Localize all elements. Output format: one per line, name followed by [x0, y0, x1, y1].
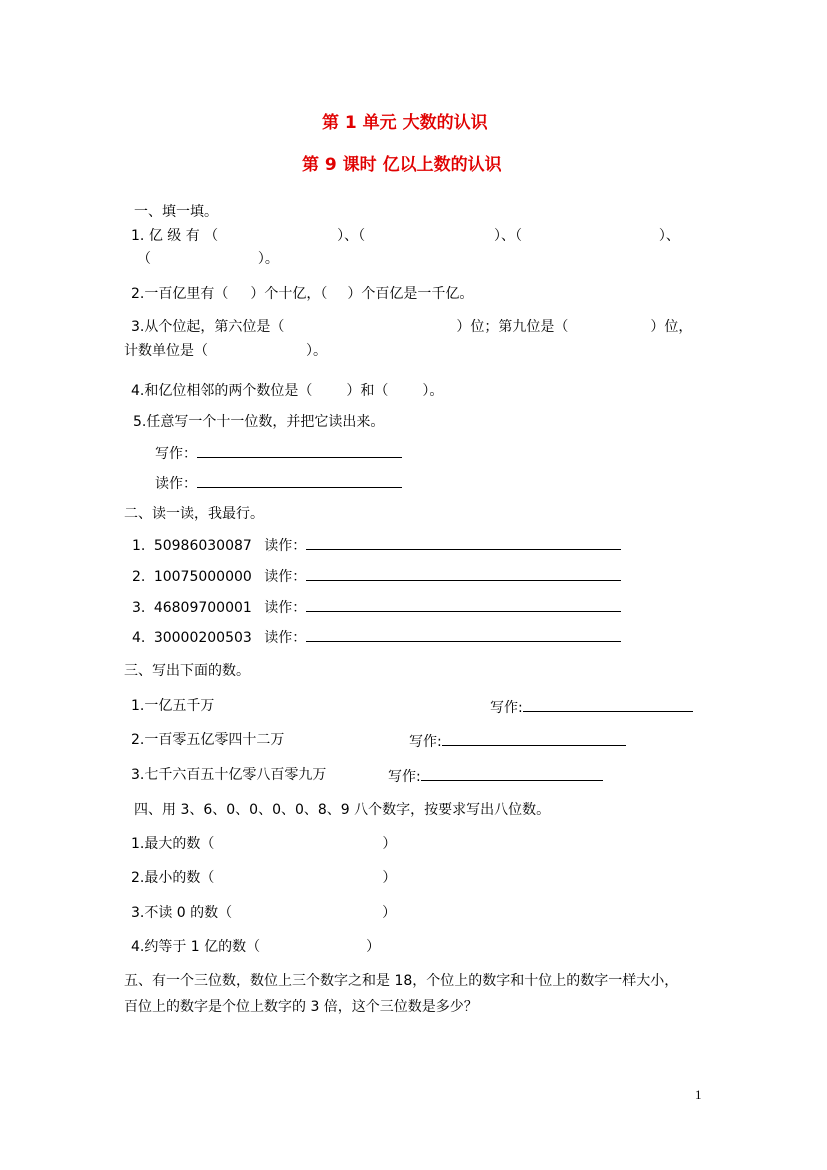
q4-number: 4.: [131, 383, 145, 399]
q3-number: 3.: [131, 319, 145, 335]
s3-item-number: 2.: [131, 732, 145, 748]
page-number: 1: [695, 1087, 702, 1102]
q1-line2: [137, 250, 279, 268]
s2-item-number: 1.: [132, 538, 146, 554]
s2-item-value: 30000200503: [153, 630, 252, 646]
q4-line: [131, 382, 443, 400]
s4-item-close: ）: [382, 836, 397, 852]
s2-item-value: 46809700001: [153, 600, 252, 616]
s4-item: [131, 869, 396, 887]
s3-write-label: 写作:: [409, 734, 442, 750]
q5-read-line[interactable]: [197, 473, 402, 488]
s4-item-close: ）: [382, 905, 397, 921]
unit-title: 第 1 单元 大数的认识: [322, 113, 488, 133]
s2-item: [132, 566, 621, 586]
section4-heading: 四、用 3、6、0、0、0、0、8、9 八个数字，按要求写出八位数。: [134, 802, 551, 818]
q3-line2-a: 计数单位是（: [124, 343, 208, 359]
s2-item-answer-line[interactable]: [306, 597, 621, 612]
q4-text-a: 和亿位相邻的两个数位是（: [144, 383, 313, 399]
s4-item-label: 约等于 1 亿的数（: [144, 939, 261, 955]
q3-line2-b: ）。: [306, 343, 327, 359]
s2-item-number: 3.: [132, 600, 146, 616]
q5-number: 5.: [133, 414, 147, 430]
q4-text-b: ）和（: [346, 383, 389, 399]
q1-sep2: ）、（: [493, 228, 522, 244]
q5-read-label: 读作：: [155, 476, 197, 492]
q1-line2-close: ）。: [257, 251, 279, 267]
s3-item-number: 1.: [131, 698, 145, 714]
section2-heading: 二、读一读，我最行。: [124, 506, 264, 522]
q3-text-c: ）位，: [650, 319, 693, 335]
s4-item: [131, 904, 396, 922]
s3-item-number: 3.: [131, 767, 145, 783]
q5-write-row: [155, 443, 402, 463]
q1-number: 1.: [131, 228, 145, 244]
s4-item: [131, 938, 380, 956]
s4-item-label: 不读 0 的数（: [144, 905, 233, 921]
s3-item-write: [409, 731, 626, 751]
s2-item-answer-line[interactable]: [306, 566, 621, 581]
q5-write-line[interactable]: [197, 443, 402, 458]
q5-write-label: 写作：: [155, 446, 197, 462]
q5-read-row: [155, 473, 402, 493]
s4-item-label: 最小的数（: [144, 870, 215, 886]
s3-item-text: [131, 697, 214, 715]
s2-item-label: 读作：: [264, 569, 307, 585]
s4-item-close: ）: [366, 939, 381, 955]
s4-item: [131, 835, 396, 853]
s3-write-line[interactable]: [442, 731, 626, 746]
s3-write-label: 写作:: [388, 769, 421, 785]
s4-item-number: 2.: [131, 870, 145, 886]
s3-item-words: 七千六百五十亿零八百零九万: [144, 767, 327, 783]
q2-line: [131, 285, 473, 303]
q1-line2-open: （: [137, 251, 151, 267]
section5-line1: 五、有一个三位数，数位上三个数字之和是 18，个位上的数字和十位上的数字一样大小，: [124, 973, 679, 989]
s2-item: [132, 535, 621, 555]
section1-heading: 一、填一填。: [134, 204, 218, 220]
q2-text-b: ）个十亿，（: [250, 286, 328, 302]
s2-item-value: 10075000000: [153, 569, 252, 585]
q2-number: 2.: [131, 286, 145, 302]
s4-item-number: 4.: [131, 939, 145, 955]
s4-item-number: 1.: [131, 836, 145, 852]
q3-line1: [131, 318, 692, 336]
s3-write-line[interactable]: [421, 766, 603, 781]
s4-item-number: 3.: [131, 905, 145, 921]
s2-item: [132, 597, 621, 617]
s3-item-words: 一百零五亿零四十二万: [144, 732, 285, 748]
s2-item-answer-line[interactable]: [306, 535, 621, 550]
q1-sep3: ）、: [658, 228, 680, 244]
s2-item: [132, 627, 621, 647]
q2-text-c: ）个百亿是一千亿。: [347, 286, 474, 302]
section3-heading: 三、写出下面的数。: [124, 663, 250, 679]
s2-item-answer-line[interactable]: [306, 627, 621, 642]
s2-item-number: 2.: [132, 569, 146, 585]
q1-line1: [131, 227, 680, 245]
s3-write-label: 写作:: [490, 700, 523, 716]
q1-sep1: ）、（: [337, 228, 366, 244]
q1-prefix: 亿 级 有 （: [148, 228, 219, 244]
section5-line2: 百位上的数字是个位上数字的 3 倍，这个三位数是多少？: [124, 999, 478, 1015]
q4-text-c: ）。: [422, 383, 444, 399]
s4-item-label: 最大的数（: [144, 836, 215, 852]
q5-text: 任意写一个十一位数，并把它读出来。: [146, 414, 385, 430]
s2-item-value: 50986030087: [153, 538, 252, 554]
q3-line2: [124, 342, 327, 360]
s4-item-close: ）: [382, 870, 397, 886]
s3-item-text: [131, 731, 284, 749]
lesson-title: 第 9 课时 亿以上数的认识: [302, 155, 502, 175]
q3-text-a: 从个位起，第六位是（: [144, 319, 285, 335]
s3-item-text: [131, 766, 326, 784]
s2-item-label: 读作：: [264, 630, 307, 646]
q2-text-a: 一百亿里有（: [144, 286, 229, 302]
s2-item-number: 4.: [132, 630, 146, 646]
q3-text-b: ）位；第九位是（: [456, 319, 569, 335]
s3-write-line[interactable]: [523, 697, 693, 712]
q5-line: [133, 413, 384, 431]
s3-item-write: [388, 766, 603, 786]
s3-item-write: [490, 697, 693, 717]
s2-item-label: 读作：: [264, 538, 307, 554]
s3-item-words: 一亿五千万: [144, 698, 215, 714]
s2-item-label: 读作：: [264, 600, 307, 616]
